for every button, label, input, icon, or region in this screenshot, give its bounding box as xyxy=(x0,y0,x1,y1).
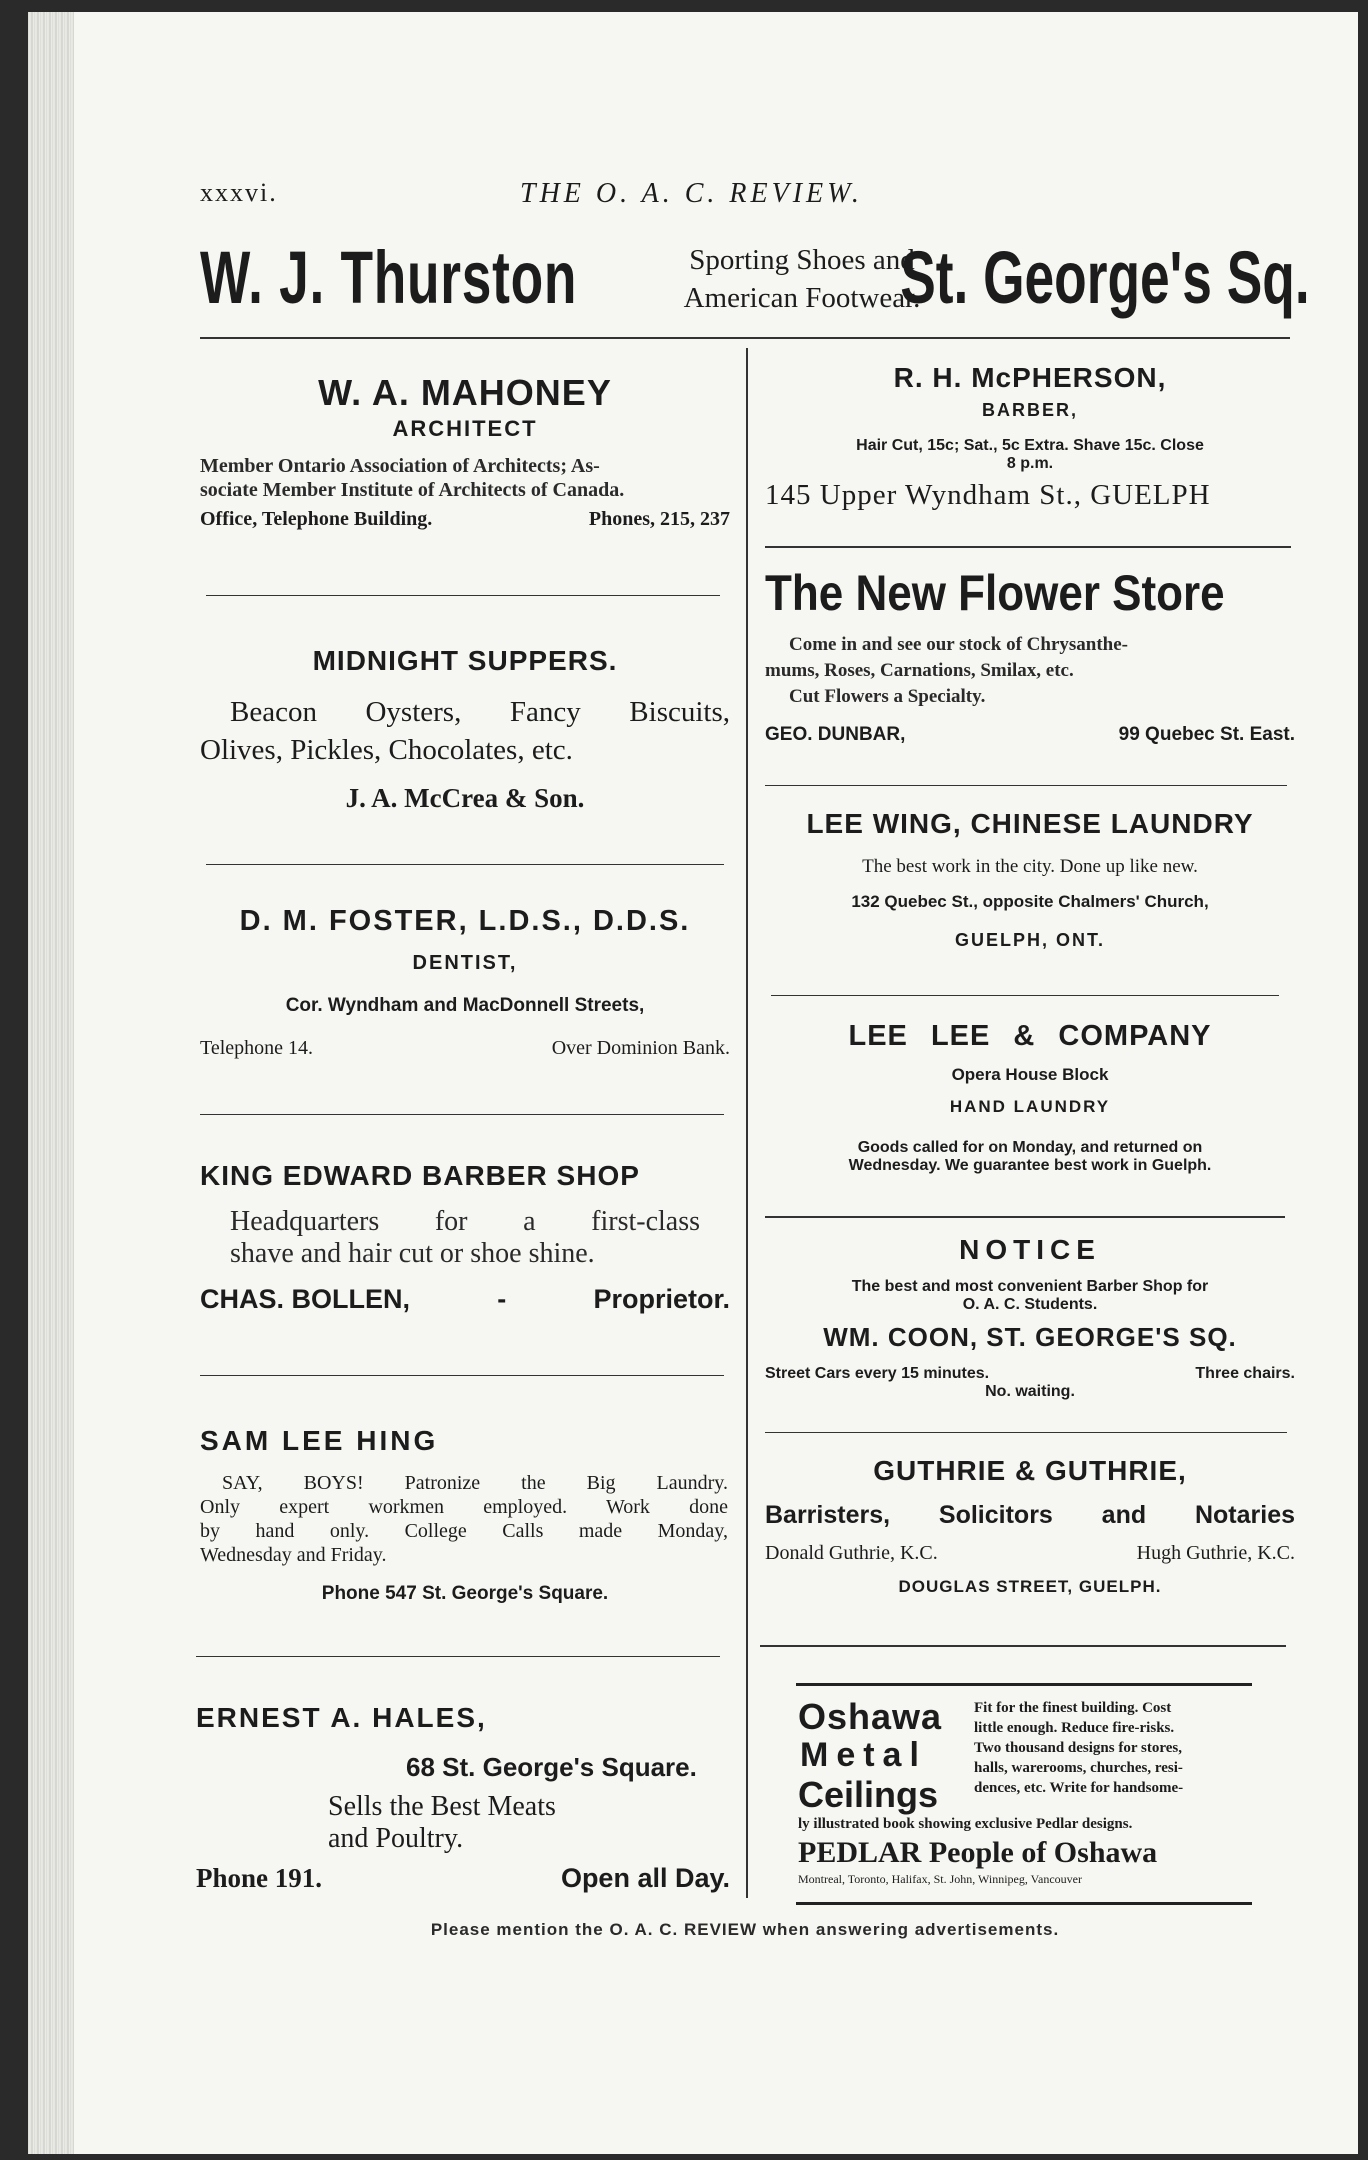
notice-line5: No. waiting. xyxy=(985,1383,1075,1400)
oshawa-word2: Metal xyxy=(800,1736,927,1774)
barber-dash: - xyxy=(497,1284,507,1314)
notice-title: NOTICE xyxy=(959,1234,1101,1265)
banner-location: St. George's Sq. xyxy=(900,236,1310,319)
leelee-desc xyxy=(765,1139,1295,1175)
mahoney-phones: Phones, 215, 237 xyxy=(588,508,730,530)
foster-address: Cor. Wyndham and MacDonnell Streets, xyxy=(285,995,645,1016)
samlee-desc xyxy=(200,1471,728,1567)
guthrie-partner2: Hugh Guthrie, K.C. xyxy=(1136,1542,1295,1564)
mahoney-office: Office, Telephone Building. xyxy=(200,508,433,530)
notice-desc xyxy=(765,1278,1295,1314)
notice-cars-row xyxy=(765,1365,1295,1383)
suppers-title: MIDNIGHT SUPPERS. xyxy=(312,645,618,676)
notice-owner: WM. COON, ST. GEORGE'S SQ. xyxy=(823,1322,1237,1352)
oshawa-text5: dences, etc. Write for handsome- xyxy=(974,1780,1184,1796)
flower-desc xyxy=(765,632,1295,710)
barber-owner: CHAS. BOLLEN, xyxy=(200,1284,411,1314)
banner-divider xyxy=(200,337,1290,339)
mahoney-line1: Member Ontario Association of Architects; As- xyxy=(200,455,600,477)
oshawa-brand: PEDLAR People of Oshawa xyxy=(798,1836,1158,1869)
foster-telephone: Telephone 14. xyxy=(200,1037,314,1059)
divider xyxy=(760,1645,1286,1647)
barber-owner-row xyxy=(200,1284,730,1315)
hales-footer xyxy=(196,1863,730,1894)
ad-mcpherson xyxy=(765,362,1295,512)
suppers-seller: J. A. McCrea & Son. xyxy=(345,783,585,813)
foster-title: DENTIST, xyxy=(412,952,518,974)
mcpherson-address: 145 Upper Wyndham St., GUELPH xyxy=(765,479,1211,511)
oshawa-text3: Two thousand designs for stores, xyxy=(974,1740,1182,1756)
barber-role: Proprietor. xyxy=(593,1284,730,1314)
mahoney-title: ARCHITECT xyxy=(392,416,538,441)
ad-guthrie xyxy=(765,1455,1295,1597)
ad-lee-lee xyxy=(765,1020,1295,1175)
leelee-line2: HAND LAUNDRY xyxy=(949,1097,1111,1116)
mahoney-desc xyxy=(200,454,730,502)
leewing-line2: 132 Quebec St., opposite Chalmers' Church, xyxy=(851,892,1209,911)
mcpherson-name: R. H. McPHERSON, xyxy=(893,362,1167,393)
divider xyxy=(771,995,1279,996)
notice-line3: Street Cars every 15 minutes. xyxy=(765,1365,990,1382)
suppers-line2: Olives, Pickles, Chocolates, etc. xyxy=(200,734,573,766)
samlee-line2: Only expert workmen employed. Work done xyxy=(200,1496,728,1518)
journal-title: THE O. A. C. REVIEW. xyxy=(520,178,863,209)
barber-line2: shave and hair cut or shoe shine. xyxy=(230,1238,595,1269)
ad-sam-lee-hing xyxy=(200,1425,730,1605)
flower-address: 99 Quebec St. East. xyxy=(1118,724,1295,745)
samlee-line3: by hand only. College Calls made Monday, xyxy=(200,1520,728,1542)
ad-hales xyxy=(196,1702,730,1894)
oshawa-word1: Oshawa xyxy=(798,1696,943,1737)
hales-desc xyxy=(196,1791,730,1855)
footer-note: Please mention the O. A. C. REVIEW when answering advertisements. xyxy=(430,1920,1060,1939)
mcpherson-title: BARBER, xyxy=(981,400,1078,420)
samlee-title: SAM LEE HING xyxy=(200,1425,439,1456)
ad-foster xyxy=(200,905,730,1060)
leewing-line3: GUELPH, ONT. xyxy=(954,930,1105,950)
notice-line2: O. A. C. Students. xyxy=(962,1296,1098,1313)
flower-line1: Come in and see our stock of Chrysanthe- xyxy=(789,634,1129,655)
hales-address: 68 St. George's Square. xyxy=(406,1752,697,1782)
running-head xyxy=(200,178,1290,214)
guthrie-partner1: Donald Guthrie, K.C. xyxy=(765,1542,938,1564)
barber-line1: Headquarters for a first-class xyxy=(230,1206,700,1237)
barber-desc xyxy=(200,1206,730,1270)
leelee-line4: Wednesday. We guarantee best work in Guelph. xyxy=(848,1157,1212,1174)
flower-footer xyxy=(765,724,1295,746)
oshawa-text2: little enough. Reduce fire-risks. xyxy=(974,1720,1175,1736)
leelee-title: LEE LEE & COMPANY xyxy=(848,1020,1212,1052)
oshawa-text4: halls, warerooms, churches, resi- xyxy=(974,1760,1183,1776)
samlee-phone: Phone 547 St. George's Square. xyxy=(321,1583,609,1604)
suppers-line1: Beacon Oysters, Fancy Biscuits, xyxy=(230,696,730,728)
hales-line1: Sells the Best Meats xyxy=(328,1791,556,1822)
foster-contact xyxy=(200,1037,730,1060)
flower-owner: GEO. DUNBAR, xyxy=(765,724,906,745)
foster-name: D. M. FOSTER, L.D.S., D.D.S. xyxy=(239,905,691,937)
oshawa-cities: Montreal, Toronto, Halifax, St. John, Winnipeg, Vancouver xyxy=(798,1872,1082,1886)
flower-title: The New Flower Store xyxy=(765,565,1225,621)
ad-midnight-suppers xyxy=(200,645,730,814)
samlee-line4: Wednesday and Friday. xyxy=(200,1544,387,1566)
foster-location: Over Dominion Bank. xyxy=(551,1037,730,1059)
page-edges xyxy=(28,12,74,2154)
ad-oshawa-ceilings xyxy=(796,1683,1252,1905)
divider xyxy=(765,1216,1285,1218)
notice-line1: The best and most convenient Barber Shop for xyxy=(851,1278,1209,1295)
hales-line2: and Poultry. xyxy=(328,1823,464,1854)
divider xyxy=(765,546,1291,548)
page-number: xxxvi. xyxy=(200,178,278,207)
ad-new-flower-store xyxy=(765,564,1295,746)
leewing-title: LEE WING, CHINESE LAUNDRY xyxy=(806,808,1254,839)
divider xyxy=(765,1432,1287,1433)
ad-mahoney xyxy=(200,372,730,531)
oshawa-word3: Ceilings xyxy=(798,1774,939,1815)
divider xyxy=(206,864,724,865)
oshawa-text6: ly illustrated book showing exclusive Pedlar designs. xyxy=(798,1816,1133,1832)
mcpherson-line1: Hair Cut, 15c; Sat., 5c Extra. Shave 15c. Close xyxy=(856,437,1204,454)
guthrie-address: DOUGLAS STREET, GUELPH. xyxy=(898,1577,1162,1596)
divider xyxy=(196,1656,720,1657)
mcpherson-prices xyxy=(765,437,1295,473)
divider xyxy=(206,595,720,596)
guthrie-partners xyxy=(765,1542,1295,1565)
banner-name: W. J. Thurston xyxy=(200,236,578,319)
mahoney-name: W. A. MAHONEY xyxy=(318,372,612,413)
mcpherson-line2: 8 p.m. xyxy=(1006,455,1054,472)
mahoney-contact xyxy=(200,508,730,531)
leewing-line1: The best work in the city. Done up like new. xyxy=(862,856,1198,877)
guthrie-line1: Barristers, Solicitors and Notaries xyxy=(765,1501,1295,1529)
oshawa-text xyxy=(974,1698,1254,1798)
guthrie-title: GUTHRIE & GUTHRIE, xyxy=(873,1455,1187,1486)
banner-tagline-line2: American Footwear. xyxy=(683,282,921,314)
ad-king-edward-barber xyxy=(200,1160,730,1315)
banner-tagline-line1: Sporting Shoes and xyxy=(689,244,915,276)
hales-hours: Open all Day. xyxy=(560,1863,730,1893)
notice-line4: Three chairs. xyxy=(1195,1365,1295,1382)
samlee-line1: SAY, BOYS! Patronize the Big Laundry. xyxy=(222,1472,728,1494)
flower-line3: Cut Flowers a Specialty. xyxy=(789,686,986,707)
hales-phone: Phone 191. xyxy=(196,1863,323,1893)
hales-name: ERNEST A. HALES, xyxy=(196,1702,487,1733)
mahoney-line2: sociate Member Institute of Architects of Canada. xyxy=(200,479,625,501)
divider xyxy=(765,785,1287,786)
barber-title: KING EDWARD BARBER SHOP xyxy=(200,1160,640,1191)
flower-line2: mums, Roses, Carnations, Smilax, etc. xyxy=(765,660,1074,681)
leelee-line1: Opera House Block xyxy=(951,1065,1109,1084)
divider xyxy=(200,1375,724,1376)
column-divider xyxy=(746,348,748,1898)
ad-lee-wing xyxy=(765,808,1295,951)
oshawa-text1: Fit for the finest building. Cost xyxy=(974,1700,1172,1716)
divider xyxy=(200,1114,724,1115)
banner-ad-thurston xyxy=(200,235,1310,325)
leelee-line3: Goods called for on Monday, and returned on xyxy=(857,1139,1203,1156)
ad-notice xyxy=(765,1234,1295,1401)
